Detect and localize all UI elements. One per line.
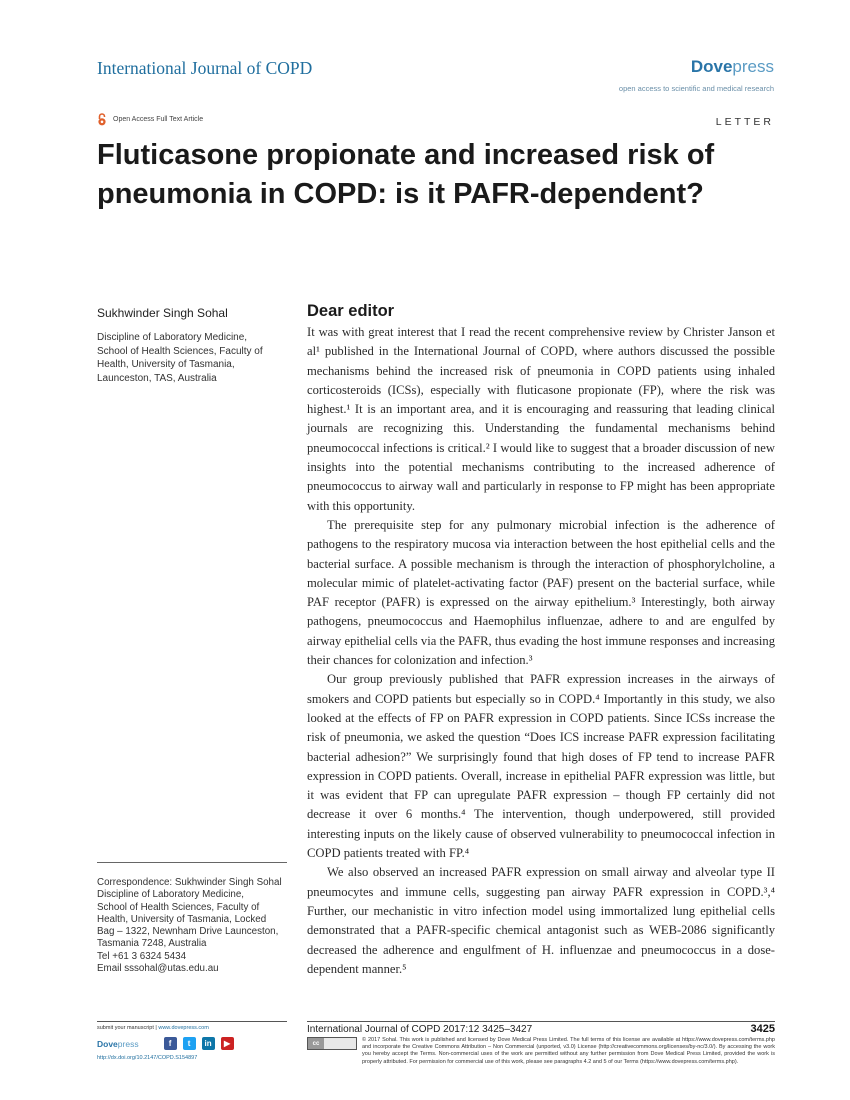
- brand-tagline: open access to scientific and medical research: [618, 84, 774, 93]
- open-access-lock-icon: [97, 113, 107, 126]
- correspondence-line: School of Health Sciences, Faculty of: [97, 901, 260, 913]
- linkedin-icon[interactable]: in: [202, 1037, 215, 1050]
- submit-url-link[interactable]: www.dovepress.com: [158, 1025, 209, 1031]
- open-access-label: Open Access Full Text Article: [113, 116, 204, 123]
- creative-commons-icon[interactable]: [307, 1037, 357, 1050]
- cc-badge-fill: [324, 1038, 356, 1049]
- page-number: 3425: [750, 1023, 775, 1035]
- correspondence-line: Tasmania 7248, Australia: [97, 938, 207, 950]
- journal-name[interactable]: International Journal of COPD: [97, 58, 313, 78]
- doi-text[interactable]: http://dx.doi.org/10.2147/COPD.S154897: [97, 1055, 198, 1061]
- footer-right: [307, 1021, 775, 1066]
- youtube-icon[interactable]: ▶: [221, 1037, 234, 1050]
- brand-light: press: [732, 57, 774, 76]
- submit-manuscript-link[interactable]: submit your manuscript: [97, 1025, 154, 1031]
- citation-row: [307, 1023, 775, 1035]
- salutation: Dear editor: [307, 302, 395, 320]
- correspondence-divider: [97, 862, 287, 863]
- correspondence-line: Correspondence: Sukhwinder Singh Sohal: [97, 877, 282, 888]
- article-type-label: LETTER: [715, 116, 774, 128]
- article-body: [307, 302, 775, 979]
- cc-label: cc: [308, 1038, 324, 1049]
- footer-brand-light: press: [117, 1038, 139, 1049]
- footer-dovepress-logo[interactable]: [97, 1039, 139, 1049]
- author-name: Sukhwinder Singh Sohal: [97, 306, 228, 320]
- dovepress-logo[interactable]: [691, 57, 774, 77]
- open-access-badge: [97, 113, 203, 126]
- journal-citation: International Journal of COPD 2017:12 3425–3427: [307, 1024, 533, 1035]
- facebook-icon[interactable]: f: [164, 1037, 177, 1050]
- footer-divider: [307, 1021, 775, 1022]
- license-row: [307, 1037, 775, 1066]
- article-title: Fluticasone propionate and increased risk of pneumonia in COPD: is it PAFR-dependent?: [97, 139, 715, 210]
- doi-link[interactable]: [97, 1055, 287, 1061]
- body-paragraph: It was with great interest that I read the recent comprehensive review by Christer Janson et al¹ published in the International Journal of COPD, where authors discussed the possible mechanisms behind the increased risk of pneumonia in COPD patients using inhaled corticosteroids (ICSs), especially with fluticasone propionate (FP), where the risk was highest.¹ It is an important area, and it is encouraging and reassuring that leading clinical journals are recognizing this. Understanding the fundamental mechanisms behind pneumococcal infections is critical.² I would like to suggest that a broader discussion of new insights into the potential mechanisms contributing to the increased adherence of pneumococcus to airway wall and particularly in response to FP might has been appropriate with this opportunity.: [307, 325, 775, 513]
- author-affiliation: Discipline of Laboratory Medicine, School of Health Sciences, Faculty of Health, University of Tasmania, Launceston, TAS, Australia: [97, 332, 263, 384]
- body-paragraph: We also observed an increased PAFR expression on small airway and alveolar type II pneumocytes and immune cells, suggesting pan airway PAFR expression in COPD.³,⁴ Further, our mechanistic in vitro infection model using immortalized lung epithelial cells demonstrated that a PAFR-specific chemical antagonist such as WEB-2086 significantly decreased the adherence and engulfment of H. influenzae and pneumococcus in a dose-dependent manner.⁵: [307, 865, 775, 976]
- correspondence-line: Bag – 1322, Newnham Drive Launceston,: [97, 926, 279, 938]
- twitter-icon[interactable]: t: [183, 1037, 196, 1050]
- footer-brand-bold: Dove: [97, 1038, 118, 1049]
- footer-brand-row: [97, 1037, 287, 1050]
- footer-divider: [97, 1021, 287, 1022]
- footer-left: [97, 1021, 287, 1061]
- submit-manuscript-line: submit your manuscript | www.dovepress.com: [97, 1025, 209, 1031]
- body-paragraph: Our group previously published that PAFR expression increases in the airways of smokers and COPD patients but especially so in COPD.⁴ Importantly in this study, we also looked at the effects of FP on PAFR expression in COPD patients. Since ICSs increase the risk of pneumonia, we asked the question “Does ICS increase PAFR expression facilitating bacterial adhesion?” We surprisingly found that high doses of FP tend to increase PAFR expression in COPD patients. Overall, increase in epithelial PAFR expression was little, but it was evident that FP can upregulate PAFR expression – though FP certainly did not decrease it over 6 months.⁴ The intervention, though underpowered, still provided interesting inputs on the likely cause of observed vulnerability to pneumococcal infection in COPD patients treated with FP.⁴: [307, 672, 775, 861]
- body-paragraph: The prerequisite step for any pulmonary microbial infection is the adherence of pathogens to the respiratory mucosa via interaction between the host epithelial cells and the bacterial surface. A possible mechanism is through the interaction of phosphorylcholine, a molecular mimic of platelet-activating factor (PAF) present on the bacterial surface, while PAF receptor (PAFR) is expressed on the airway epithelium.³ Interestingly, both airway pathogens, pneumococcus and Haemophilus influenzae, adhere to and are engulfed by airway epithelial cells via the PAFR, thus evading the host immune responses and increasing their chances for colonization and infection.³: [307, 517, 775, 668]
- brand-bold: Dove: [690, 57, 733, 76]
- correspondence-line: Tel +61 3 6324 5434: [97, 950, 187, 962]
- correspondence-block: [97, 877, 297, 975]
- correspondence-line: Discipline of Laboratory Medicine,: [97, 889, 245, 901]
- social-links: [164, 1037, 234, 1050]
- correspondence-line: Health, University of Tasmania, Locked: [97, 913, 267, 925]
- license-text: © 2017 Sohal. This work is published and licensed by Dove Medical Press Limited. The full terms of this license are available at https://www.dovepress.com/terms.php and incorporate the Creative Commons Attribution – Non Commercial (unported, v3.0) License (http://creativecommons.org/licenses/by-nc/3.0/). By accessing the work you hereby accept the Terms. Non-commercial uses of the work are permitted without any further permission from Dove Medical Press Limited, provided the work is properly attributed. For permission for commercial use of this work, please see paragraphs 4.2 and 5 of our Terms (https://www.dovepress.com/terms.php).: [362, 1037, 775, 1065]
- correspondence-email[interactable]: Email sssohal@utas.edu.au: [97, 963, 219, 975]
